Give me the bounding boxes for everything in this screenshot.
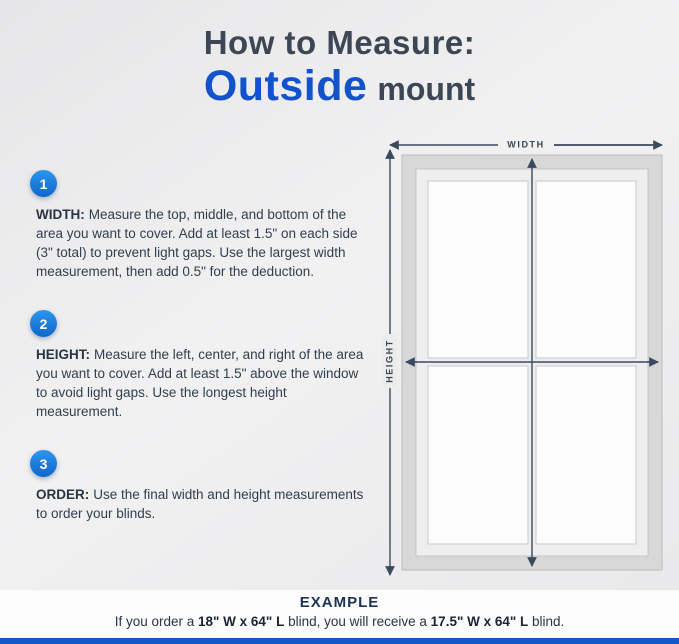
window-pane-top-left — [428, 181, 528, 358]
step-1-body: Measure the top, middle, and bottom of the area you want to cover. Add at least 1.5" on each side (3" total) to prevent light gaps. Use the largest width measurement, then add 0.5" for the deduction. — [36, 207, 358, 280]
window-pane-bottom-right — [536, 366, 636, 544]
example-footer — [0, 590, 679, 638]
step-2-body: Measure the left, center, and right of the area you want to cover. Add at least 1.5" above the window to avoid light gaps. Use the longest height measurement. — [36, 347, 364, 420]
example-sentence — [0, 614, 679, 629]
example-receive-size: 17.5" W x 64" L — [430, 614, 529, 629]
example-order-size: 18" W x 64" L — [198, 614, 285, 629]
example-prefix: If you order a — [114, 614, 198, 629]
step-1-label: WIDTH: — [36, 207, 85, 222]
step-1-text — [36, 205, 372, 282]
width-dimension-label: WIDTH — [507, 139, 545, 150]
bottom-accent-bar — [0, 638, 679, 644]
window-pane-top-right — [536, 181, 636, 358]
window-pane-bottom-left — [428, 366, 528, 544]
example-suffix: blind. — [528, 614, 565, 629]
step-3-text — [36, 485, 372, 523]
step-3-label: ORDER: — [36, 487, 90, 502]
step-3-badge: 3 — [30, 450, 57, 477]
header — [0, 24, 679, 109]
step-2-label: HEIGHT: — [36, 347, 90, 362]
title-accent-outside: Outside — [203, 62, 368, 110]
window-diagram — [378, 132, 668, 584]
step-3-body: Use the final width and height measurements to order your blinds. — [36, 487, 364, 522]
height-dimension-label: HEIGHT — [384, 339, 395, 383]
title-rest-mount: mount — [377, 71, 476, 107]
step-2-text — [36, 345, 372, 422]
page-title-line1: How to Measure: — [203, 24, 476, 61]
step-1-badge: 1 — [30, 170, 57, 197]
example-middle: blind, you will receive a — [284, 614, 431, 629]
example-heading: EXAMPLE — [299, 594, 380, 611]
step-2-badge: 2 — [30, 310, 57, 337]
page-title-line2 — [0, 64, 679, 109]
